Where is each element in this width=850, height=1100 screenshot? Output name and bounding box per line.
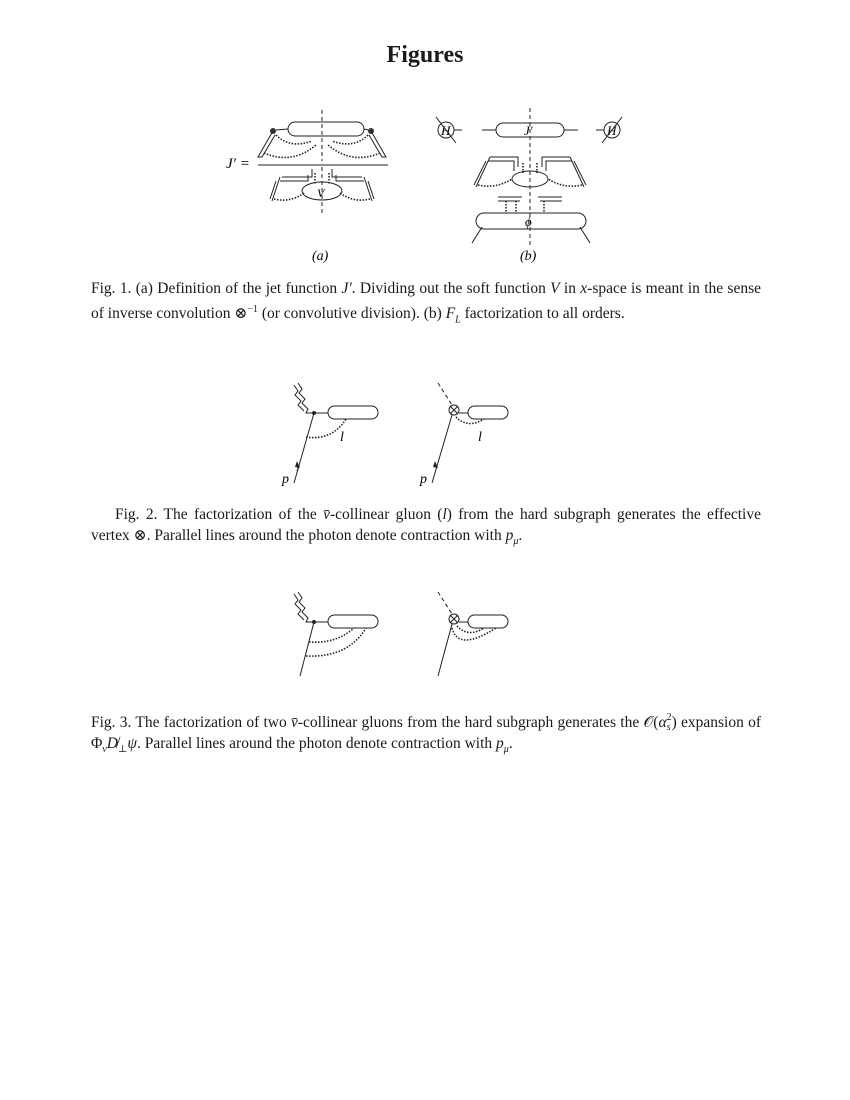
fig1a-soft-label: V	[317, 186, 325, 200]
fig3-photon-left	[298, 592, 312, 622]
fig1a-eikonal-left	[258, 131, 275, 157]
fig2-caption-text: Fig. 2. The factorization of the	[115, 506, 324, 523]
fig1-caption-text: (or convolutive division). (b)	[257, 305, 446, 323]
fig3-caption-text: ) expansion of Φ	[91, 714, 762, 753]
fig1-caption-text: Fig. 1. (a) Definition of the jet function	[91, 280, 342, 297]
fig1-caption-text: in	[559, 280, 581, 297]
fig3-caption-sub: s	[666, 722, 671, 734]
fig3-left-diagram	[294, 592, 378, 676]
fig2-caption-text: .	[518, 527, 523, 544]
fig2-jet-blob-left	[328, 406, 378, 419]
fig2-caption	[91, 504, 761, 552]
fig2-photon-left	[298, 383, 312, 413]
figure-1	[220, 105, 640, 270]
fig1a-gluon-4	[328, 145, 380, 158]
fig3-caption-math: p	[496, 735, 504, 753]
fig3-caption-math: ψ	[127, 735, 138, 753]
fig3-caption	[91, 712, 761, 761]
fig3-jet-blob-right	[468, 615, 508, 628]
fig3-caption-sub: μ	[503, 744, 509, 756]
fig3-gluon-right-2	[452, 628, 496, 640]
fig3-right-diagram	[438, 592, 508, 676]
fig1b-jet-label: J′	[524, 123, 533, 138]
fig1b-hard-label-left: H	[441, 123, 451, 138]
fig1b-hard-label-right: H	[607, 123, 617, 138]
fig2-caption-math: p	[505, 527, 514, 544]
fig1a-jprime-label: J′ =	[226, 156, 250, 172]
fig3-quark-line-right	[438, 624, 452, 676]
fig2-photon-right	[438, 383, 452, 405]
fig1b-label: (b)	[520, 249, 537, 264]
fig3-gluon-left-2	[306, 628, 366, 656]
fig2-caption-text: -collinear gluon (	[329, 506, 443, 523]
fig1-caption-text: -space is meant in the sense of inverse convolution ⊗	[91, 280, 762, 323]
fig3-caption-text: Fig. 3. The factorization of two	[91, 714, 291, 731]
fig1a-gluon-6	[340, 193, 370, 200]
fig1-caption-math: x	[580, 280, 588, 297]
page-title: Figures	[386, 42, 464, 68]
fig2-l-right: l	[478, 430, 482, 445]
fig1b-diagram	[436, 108, 622, 264]
fig1-caption-text: factorization to all orders.	[460, 305, 625, 323]
fig1-caption-math: J′	[341, 280, 352, 297]
fig1-caption	[91, 278, 761, 330]
fig1a-label: (a)	[312, 249, 329, 264]
fig3-caption-sup: 2	[666, 712, 672, 724]
fig3-gluon-left-1	[309, 628, 354, 642]
fig3-caption-math: v̄	[290, 714, 298, 731]
fig3-quark-line-left	[300, 622, 314, 676]
fig1-caption-sup: −1	[247, 304, 258, 315]
fig3-caption-text: -collinear gluons from the hard subgraph generates the	[297, 714, 644, 731]
fig2-caption-text: ) from the hard subgraph generates the effective vertex ⊗. Parallel lines around the photon denote contraction with	[91, 506, 761, 544]
fig3-caption-text: . Parallel lines around the photon denote contraction with	[137, 735, 497, 753]
fig2-caption-math: l	[442, 506, 447, 523]
fig3-caption-text: (	[653, 714, 659, 731]
fig2-gluon-right	[456, 417, 484, 424]
fig2-left-diagram	[281, 383, 378, 487]
fig2-caption-sub: μ	[513, 536, 519, 548]
fig2-p-right: p	[420, 472, 427, 487]
fig1a-eikonal-right	[369, 131, 386, 157]
fig3-caption-math: D̸	[106, 735, 118, 753]
figure-2	[270, 375, 520, 490]
fig3-caption-sub: ⊥	[118, 744, 128, 756]
figure-3	[270, 588, 520, 683]
fig3-jet-blob-left	[328, 615, 378, 628]
fig2-right-diagram	[419, 383, 508, 487]
fig3-caption-math: 𝒪	[643, 714, 654, 731]
fig2-caption-math: v̄	[323, 506, 330, 523]
fig1-caption-math: F	[445, 305, 456, 323]
fig3-caption-text: .	[508, 735, 513, 753]
fig1-caption-math: V	[550, 280, 560, 297]
fig1a-gluon-5	[274, 193, 304, 200]
fig2-quark-line-left	[294, 413, 314, 483]
fig1b-phi-label: ϕ	[525, 214, 532, 229]
fig1-caption-sub: L	[455, 314, 461, 326]
fig2-p-left: p	[282, 472, 289, 487]
fig1-caption-text: . Dividing out the soft function	[351, 280, 551, 297]
fig3-caption-math: α	[658, 714, 667, 731]
fig2-quark-line-right	[432, 415, 452, 483]
fig1a-gluon-2	[264, 145, 316, 158]
fig3-caption-sub: v	[102, 744, 107, 756]
fig2-l-left: l	[340, 430, 344, 445]
fig2-jet-blob-right	[468, 406, 508, 419]
fig3-photon-right	[438, 592, 452, 614]
fig1a-jet-blob	[288, 122, 364, 136]
fig1a-diagram	[226, 110, 388, 264]
